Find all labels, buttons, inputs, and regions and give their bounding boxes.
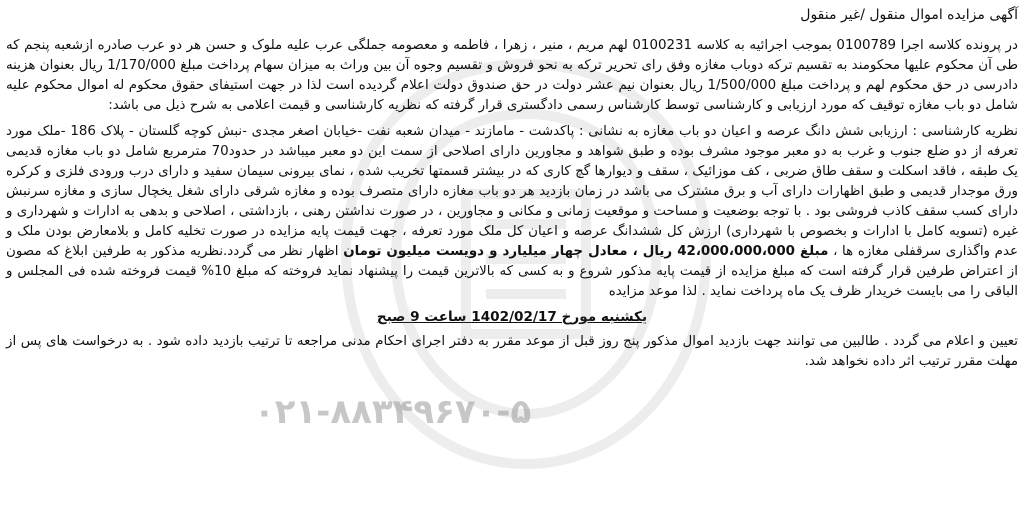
advertisement-page [6,4,1018,526]
document-title: آگهی مزایده اموال منقول /غیر منقول [800,7,1018,23]
expert-opinion-continuation: اظهار نظر می گردد.نظریه مذکور به طرفین ابلاغ که مصون از اعتراض طرفین قرار گرفته است که مبلغ مزایده از قیمت پایه مذکور شروع و به کسی که بالاترین قیمت را پیشنهاد نماید فروخته که مبلغ 10% قیمت فروخته شده فی المجلس و الباقی را می بایست خریدار ظرف یک ماه پرداخت نماید . لذا موعد مزایده [6,244,1018,299]
price-highlight: مبلغ 42،000،000،000 ریال ، معادل چهار میلیارد و دویست میلیون تومان [343,244,829,259]
auction-date: یکشنبه مورخ 1402/02/17 ساعت 9 صبح [376,309,648,325]
expert-opinion-paragraph [6,122,1018,302]
closing-paragraph: تعیین و اعلام می گردد . طالبین می توانند جهت بازدید اموال مذکور پنج روز قبل از موعد مقرر به دفتر اجرای احکام مدنی مراجعه تا ترتیب بازدید داده شود . به درخواست های پس از مهلت مقرر ترتیب اثر داده نخواهد شد. [6,334,1018,369]
expert-opinion-text: نظریه کارشناسی : ارزیابی شش دانگ عرصه و اعیان دو باب مغازه به نشانی : پاکدشت - مامازند - میدان شعبه نفت -خیابان اصغر مجدی -نبش کوچه گلستان - پلاک 186 -ملک مورد تعرفه از دو ضلع جنوب و غرب به دو معبر موجود مشرف بوده و طبق شواهد و مجاورین دارای اصلاحی از سمت این دو معبر میباشد در حدود70 مترمربع شامل دو باب مغازه قدیمی یک طبقه ، فاقد اسکلت و سقف طاق ضربی ، کف موزائیک ، سقف و دیوارها گچ کاری که در بیشتر قسمتها تخریب شده ، نمای بیرونی سیمان سفید و دارای درب ورودی فلزی و کرکره ورق موجدار قدیمی و طبق اظهارات دارای آب و برق مشترک می باشد در زمان بازدید هر دو باب مغازه دارای متصرف بوده و مغازه شرقی دارای شغل یخچال سازی و مغازه سرنبش دارای کسب سقف کاذب فروشی بود . با توجه بوضعیت و مساحت و موقعیت زمانی و مکانی و مجاورین ، در صورت نداشتن رهنی ، بازداشتی ، اصلاحی و بدهی به ادارات و شهرداری و غیره (تسویه کامل با ادارات و بخصوص با شهرداری) ارزش کل ششدانگ عرصه و اعیان کل ملک مورد تعرفه ، جهت قیمت پایه مزایده در صورت تخلیه کامل و بلامعارض بودن ملک و عدم واگذاری سرقفلی مغازه ها ، [6,124,1018,259]
case-paragraph: در پرونده کلاسه اجرا 0100789 بموجب اجرائیه به کلاسه 0100231 لهم مریم ، منیر ، زهرا ، فاطمه و معصومه جملگی عرب علیه ملوک و حسن هر دو عرب صادره ازشعبه پنجم که طی آن محکوم علیها محکومند به تقسیم ترکه دوباب مغازه وفق رای تحریر ترکه به نحو فروش و تقسیم وجوه آن بین وراث به میزان سهام پرداخت مبلغ 1/170/000 ریال بعنوان هزینه دادرسی در حق محکوم لهم و پرداخت مبلغ 1/500/000 ریال بعنوان نیم عشر دولت در حق صندوق دولت اعلام گردیده است لذا در جهت استیفای حقوق محکوم له اموال محکوم علیه شامل دو باب مغازه توقیف که مورد ارزیابی و کارشناسی توسط کارشناس رسمی دادگستری قرار گرفته که نظریه کارشناسی و قیمت اعلامی به شرح ذیل می باشد: [6,38,1018,113]
watermark-phone: ۰۲۱-۸۸۳۴۹۶۷۰-۵ [254,392,532,432]
